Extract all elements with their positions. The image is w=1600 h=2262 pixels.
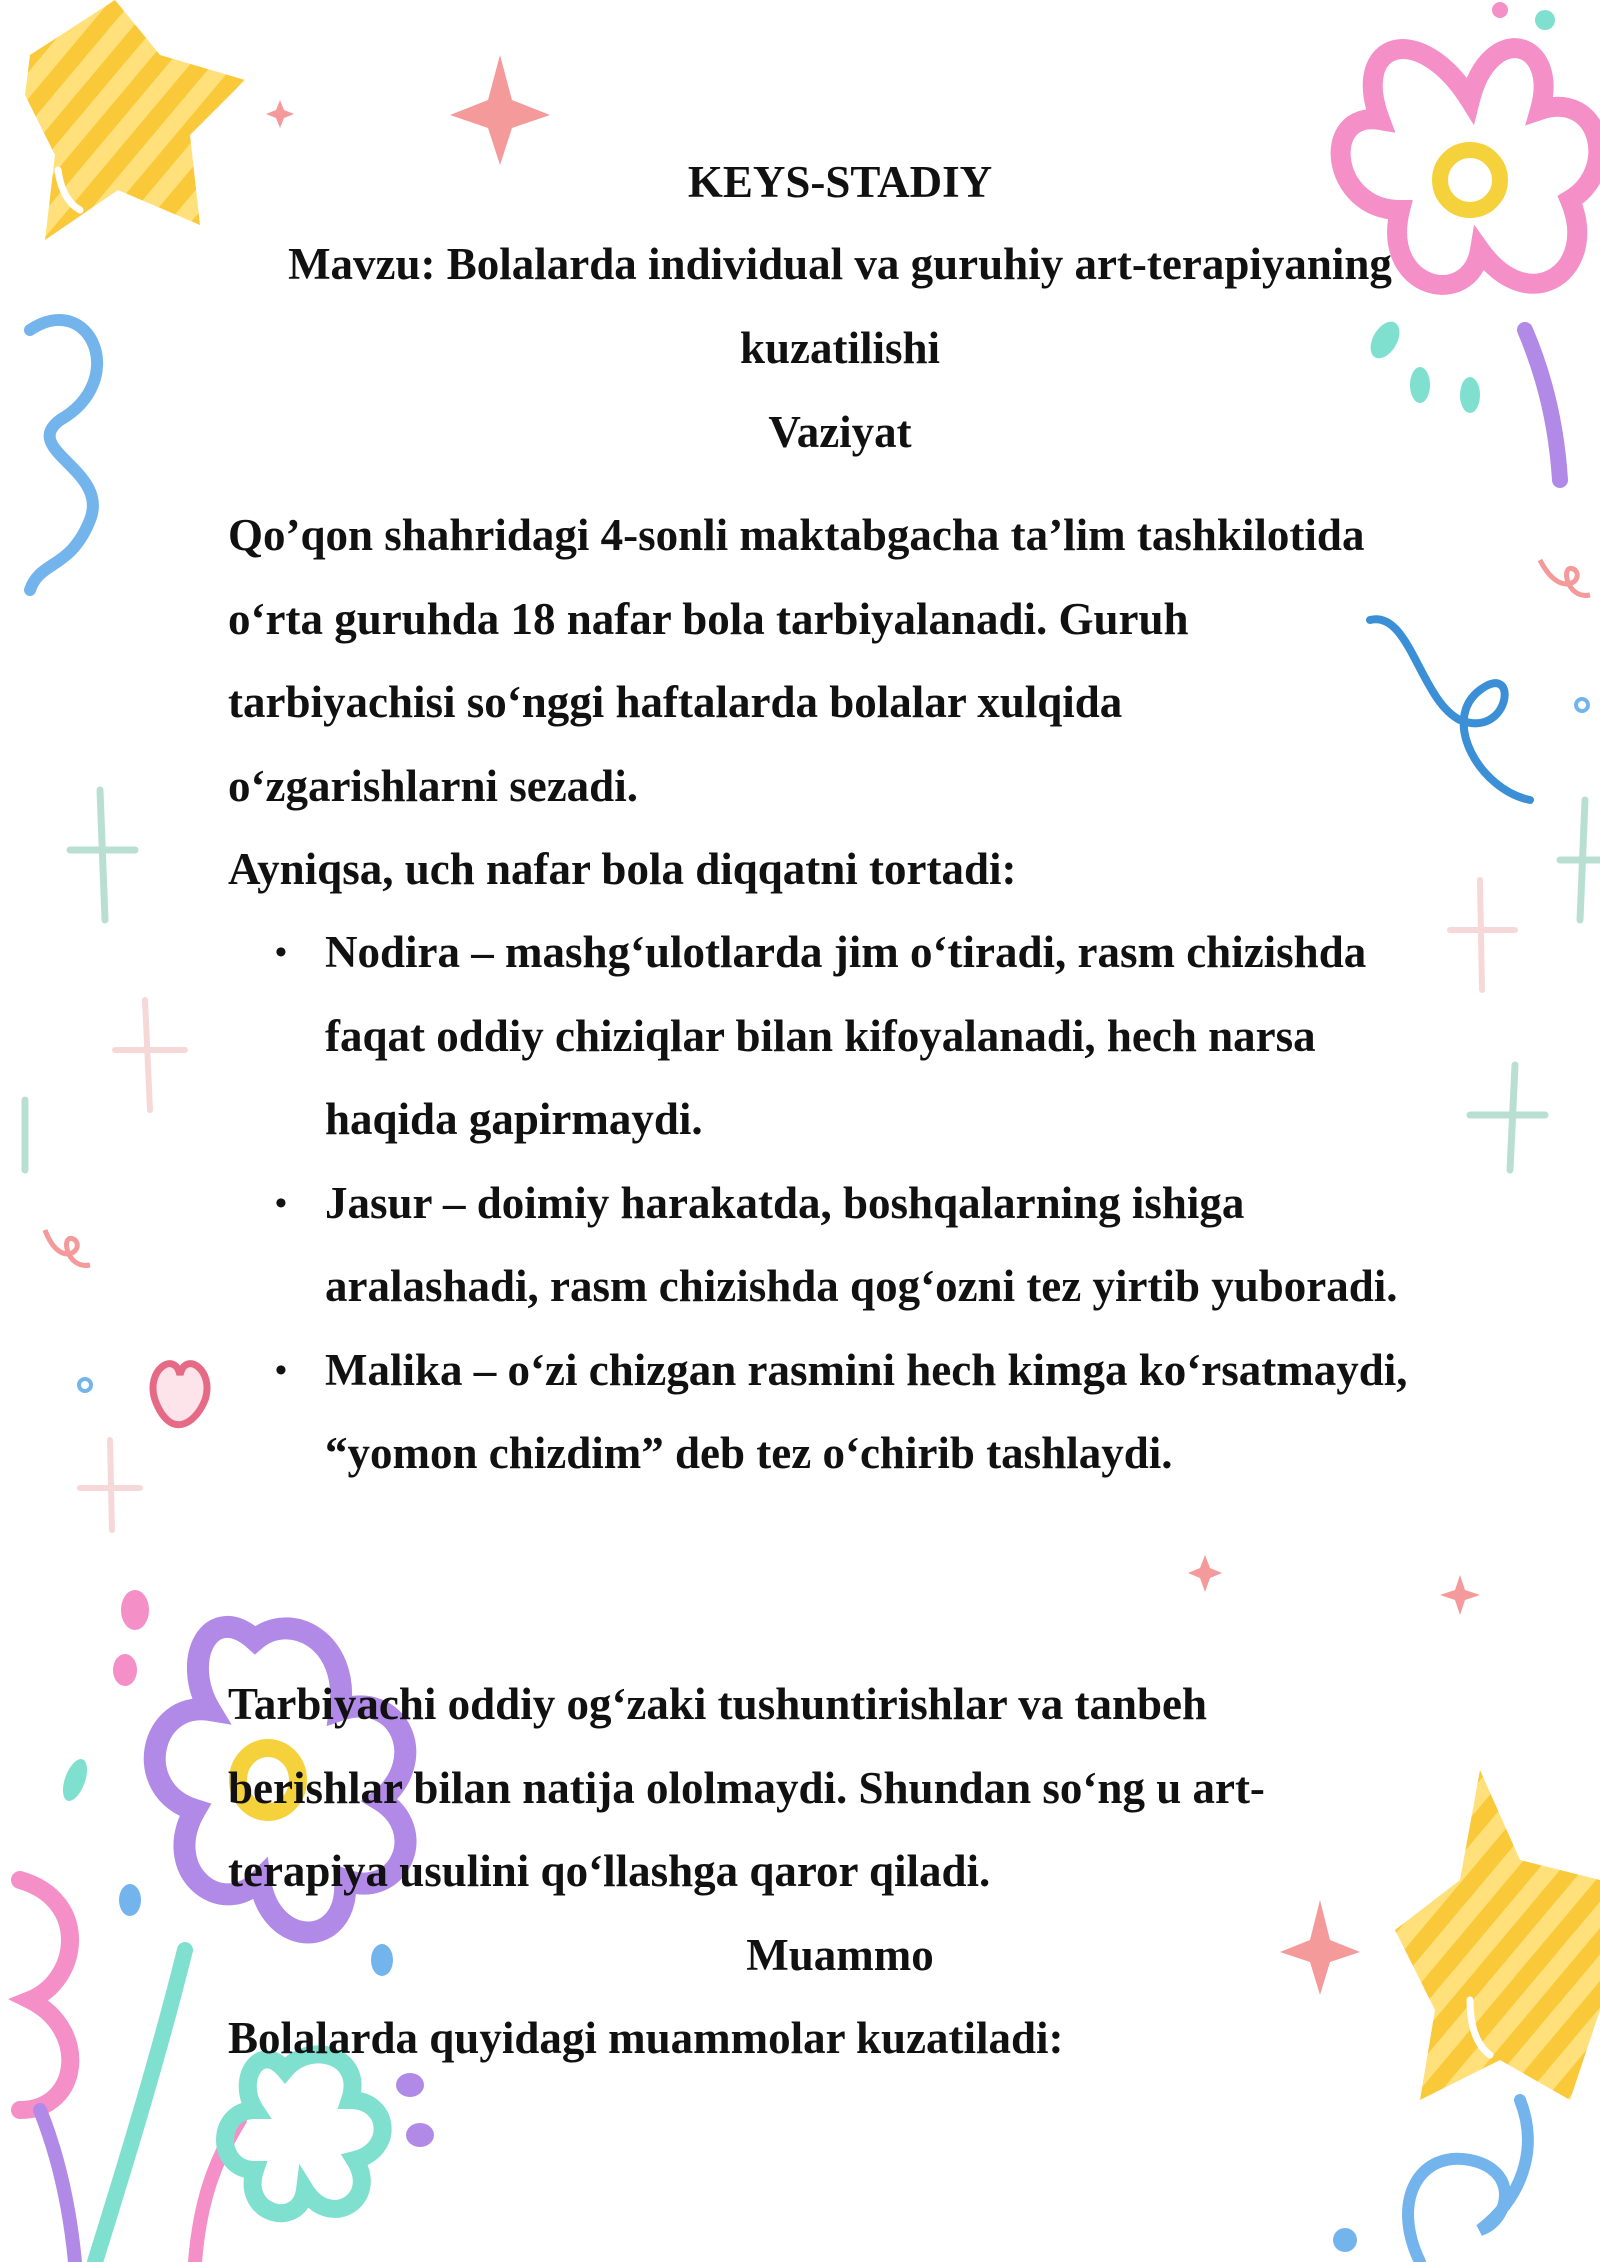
topic-heading (160, 222, 1520, 390)
topic-line-1: Mavzu: Bolalarda individual va guruhiy art-terapiyaning (288, 239, 1392, 289)
bullet-icon: • (275, 1351, 287, 1389)
section-heading-muammo: Muammo (746, 1930, 934, 1980)
list-item-text: Malika – o‘zi chizgan rasmini hech kimga ko‘rsatmaydi, “yomon chizdim” deb tez o‘chirib tashlaydi. (325, 1344, 1408, 1478)
situation-paragraph-2: Ayniqsa, uch nafar bola diqqatni tortadi: (228, 844, 1017, 894)
document-title: KEYS-STADIY (687, 157, 993, 207)
bullet-icon: • (275, 934, 287, 971)
problem-intro: Bolalarda quyidagi muammolar kuzatiladi: (228, 2013, 1064, 2063)
topic-line-2: kuzatilishi (739, 323, 941, 373)
list-item-text: Jasur – doimiy harakatda, boshqalarning ishiga aralashadi, rasm chizishda qog‘ozni tez yirtib yuboradi. (325, 1177, 1398, 1311)
children-list (228, 911, 1458, 1496)
situation-paragraph-3: Tarbiyachi oddiy og‘zaki tushuntirishlar va tanbeh berishlar bilan natija ololmaydi. Shundan so‘ng u art-terapiya usulini qo‘llashga qaror qiladi. (228, 1679, 1265, 1896)
list-item (228, 1329, 1458, 1496)
list-item-text: Nodira – mashg‘ulotlarda jim o‘tiradi, rasm chizishda faqat oddiy chiziqlar bilan kifoyalanadi, hech narsa haqida gapirmaydi. (325, 927, 1367, 1144)
list-item (228, 1162, 1458, 1329)
situation-paragraph-1: Qo’qon shahridagi 4-sonli maktabgacha ta’lim tashkilotida o‘rta guruhda 18 nafar bola tarbiyalanadi. Guruh tarbiyachisi so‘nggi haftalarda bolalar xulqida o‘zgarishlarni sezadi. (228, 510, 1365, 811)
section-heading-vaziyat: Vaziyat (768, 407, 912, 457)
list-item (228, 911, 1458, 1162)
bullet-icon: • (275, 1184, 287, 1222)
